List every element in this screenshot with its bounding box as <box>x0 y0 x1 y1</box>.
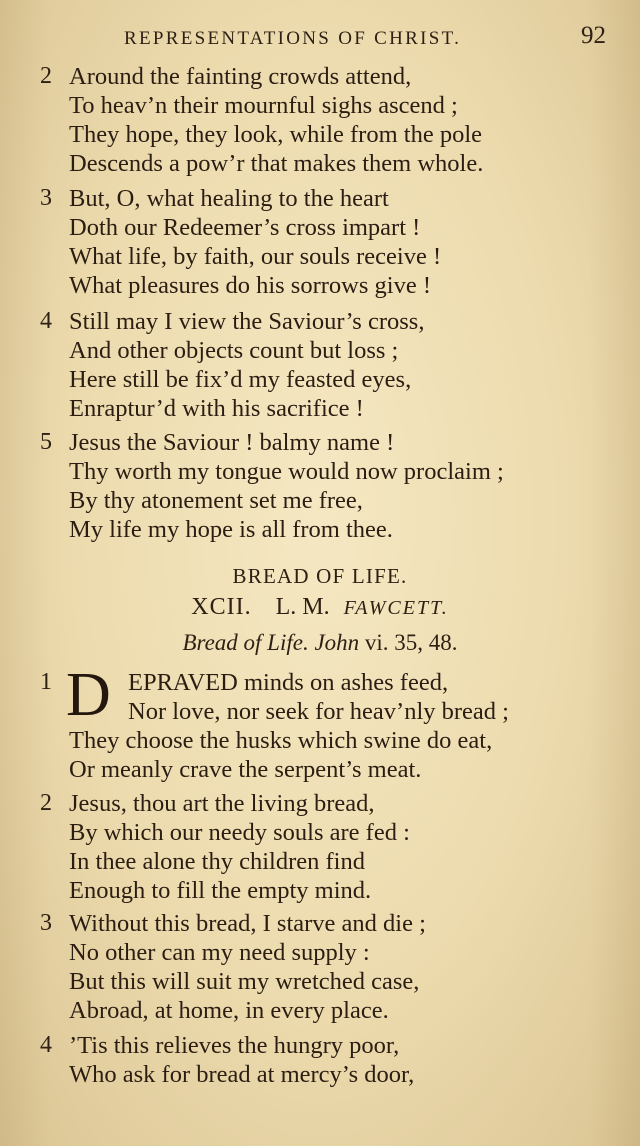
verse-line: But, O, what healing to the heart <box>69 185 389 212</box>
verse-line: Still may I view the Saviour’s cross, <box>69 308 425 335</box>
verse-line: Around the fainting crowds attend, <box>69 63 412 90</box>
verse-line: Or meanly crave the serpent’s meat. <box>69 756 422 783</box>
verse-line: What pleasures do his sorrows give ! <box>69 272 431 299</box>
verse-line: In thee alone thy children find <box>69 848 365 875</box>
verse-line: They hope, they look, while from the pole <box>69 121 482 148</box>
verse-line: Thy worth my tongue would now proclaim ; <box>69 458 504 485</box>
verse-line: Doth our Redeemer’s cross impart ! <box>69 214 421 241</box>
stanza-number: 4 <box>40 308 52 334</box>
hymn-author: FAWCETT. <box>343 597 449 619</box>
verse-line: EPRAVED minds on ashes feed, <box>128 669 449 696</box>
verse-line: ’Tis this relieves the hungry poor, <box>69 1032 400 1059</box>
stanza-number: 1 <box>40 669 52 695</box>
verse-line: Here still be fix’d my feasted eyes, <box>69 366 412 393</box>
verse-line: And other objects count but loss ; <box>69 337 399 364</box>
page-number: 92 <box>581 22 606 49</box>
page-header <box>0 22 640 56</box>
scripture-verse: vi. 35, 48. <box>364 630 458 655</box>
stanza-number: 5 <box>40 429 52 455</box>
hymn-meter: L. M. <box>275 594 330 620</box>
verse-line: My life my hope is all from thee. <box>69 516 393 543</box>
verse-line: Descends a pow’r that makes them whole. <box>69 150 484 177</box>
verse-line: By thy atonement set me free, <box>69 487 363 514</box>
stanza-number: 3 <box>40 185 52 211</box>
running-title: REPRESENTATIONS OF CHRIST. <box>124 28 462 49</box>
hymn-heading <box>0 594 640 621</box>
verse-line: To heav’n their mournful sighs ascend ; <box>69 92 458 119</box>
stanza-number: 3 <box>40 910 52 936</box>
verse-line: Without this bread, I starve and die ; <box>69 910 426 937</box>
verse-line: But this will suit my wretched case, <box>69 968 420 995</box>
verse-line: Enraptur’d with his sacrifice ! <box>69 395 364 422</box>
verse-line: Who ask for bread at mercy’s door, <box>69 1061 415 1088</box>
stanza-number: 4 <box>40 1032 52 1058</box>
verse-line: By which our needy souls are fed : <box>69 819 410 846</box>
verse-line: Enough to fill the empty mind. <box>69 877 372 904</box>
scripture-reference <box>0 630 640 656</box>
verse-line: What life, by faith, our souls receive ! <box>69 243 442 270</box>
verse-line: No other can my need supply : <box>69 939 370 966</box>
verse-line: Nor love, nor seek for heav’nly bread ; <box>128 698 509 725</box>
drop-cap: D <box>66 661 111 729</box>
verse-line: Abroad, at home, in every place. <box>69 997 389 1024</box>
verse-line: They choose the husks which swine do eat, <box>69 727 493 754</box>
verse-line: Jesus the Saviour ! balmy name ! <box>69 429 395 456</box>
stanza-number: 2 <box>40 790 52 816</box>
scripture-title: Bread of Life. John <box>182 630 360 655</box>
hymn-number: XCII. <box>191 594 252 620</box>
verse-line: Jesus, thou art the living bread, <box>69 790 375 817</box>
stanza-number: 2 <box>40 63 52 89</box>
section-title: BREAD OF LIFE. <box>232 564 408 588</box>
